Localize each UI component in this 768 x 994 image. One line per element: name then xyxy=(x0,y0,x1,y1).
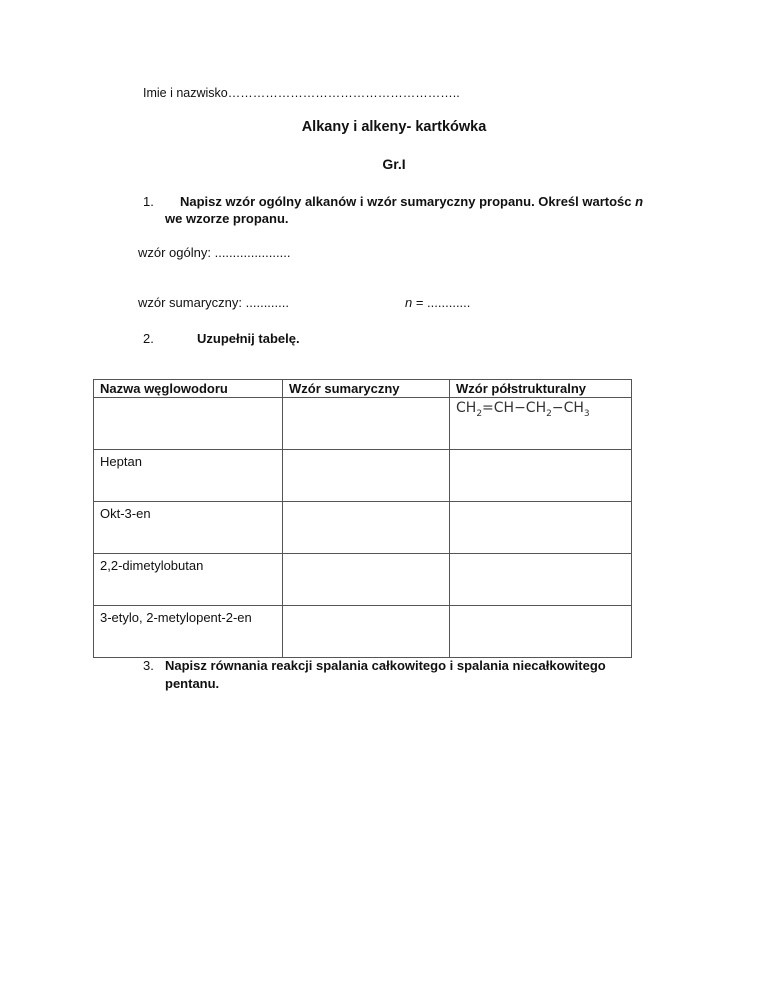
question-1-number: 1. xyxy=(143,194,154,209)
question-3-text-line2: pentanu. xyxy=(165,676,220,691)
header-hydrocarbon-name: Nazwa węglowodoru xyxy=(94,380,283,398)
cell-molecular xyxy=(283,502,450,554)
hydrocarbon-table xyxy=(93,379,632,658)
structural-formula-butene: $CH_2=CH-CH_2-CH_3$ xyxy=(456,400,590,419)
cell-name: Okt-3-en xyxy=(94,502,283,554)
cell-structural xyxy=(450,450,632,502)
question-1-variable: n xyxy=(635,194,644,209)
table-header-row xyxy=(94,380,632,398)
question-3-text: Napisz równania reakcji spalania całkowitego i spalania niecałkowitego xyxy=(165,658,606,673)
table-row xyxy=(94,606,632,658)
molecular-formula-field: wzór sumaryczny: ............ xyxy=(138,295,289,310)
page-title: Alkany i alkeny- kartkówka xyxy=(301,119,487,135)
cell-structural xyxy=(450,554,632,606)
general-formula-field: wzór ogólny: ..................... xyxy=(138,245,291,260)
table-row xyxy=(94,554,632,606)
cell-molecular xyxy=(283,606,450,658)
name-line: Imie i nazwisko……………………………………………….. xyxy=(143,86,460,100)
cell-structural xyxy=(450,502,632,554)
header-structural-formula: Wzór półstrukturalny xyxy=(450,380,632,398)
table-row xyxy=(94,398,632,450)
table-row xyxy=(94,450,632,502)
question-3-number: 3. xyxy=(143,658,154,673)
question-1-text-line2: we wzorze propanu. xyxy=(165,211,289,226)
cell-molecular xyxy=(283,398,450,450)
n-value-blank: = ............ xyxy=(412,295,471,310)
cell-name xyxy=(94,398,283,450)
cell-molecular xyxy=(283,450,450,502)
n-variable: n xyxy=(405,295,413,310)
table-row xyxy=(94,502,632,554)
cell-name: 2,2-dimetylobutan xyxy=(94,554,283,606)
question-2-text: Uzupełnij tabelę. xyxy=(197,331,300,346)
cell-structural xyxy=(450,398,632,450)
n-value-field xyxy=(405,295,470,310)
header-molecular-formula: Wzór sumaryczny xyxy=(283,380,450,398)
cell-structural xyxy=(450,606,632,658)
cell-name: Heptan xyxy=(94,450,283,502)
question-1-text-line1: Napisz wzór ogólny alkanów i wzór sumaryczny propanu. Określ wartośc xyxy=(180,194,632,209)
question-1-text xyxy=(180,194,643,209)
question-2-number: 2. xyxy=(143,331,154,346)
cell-name: 3-etylo, 2-metylopent-2-en xyxy=(94,606,283,658)
group-label: Gr.I xyxy=(382,156,406,172)
cell-molecular xyxy=(283,554,450,606)
